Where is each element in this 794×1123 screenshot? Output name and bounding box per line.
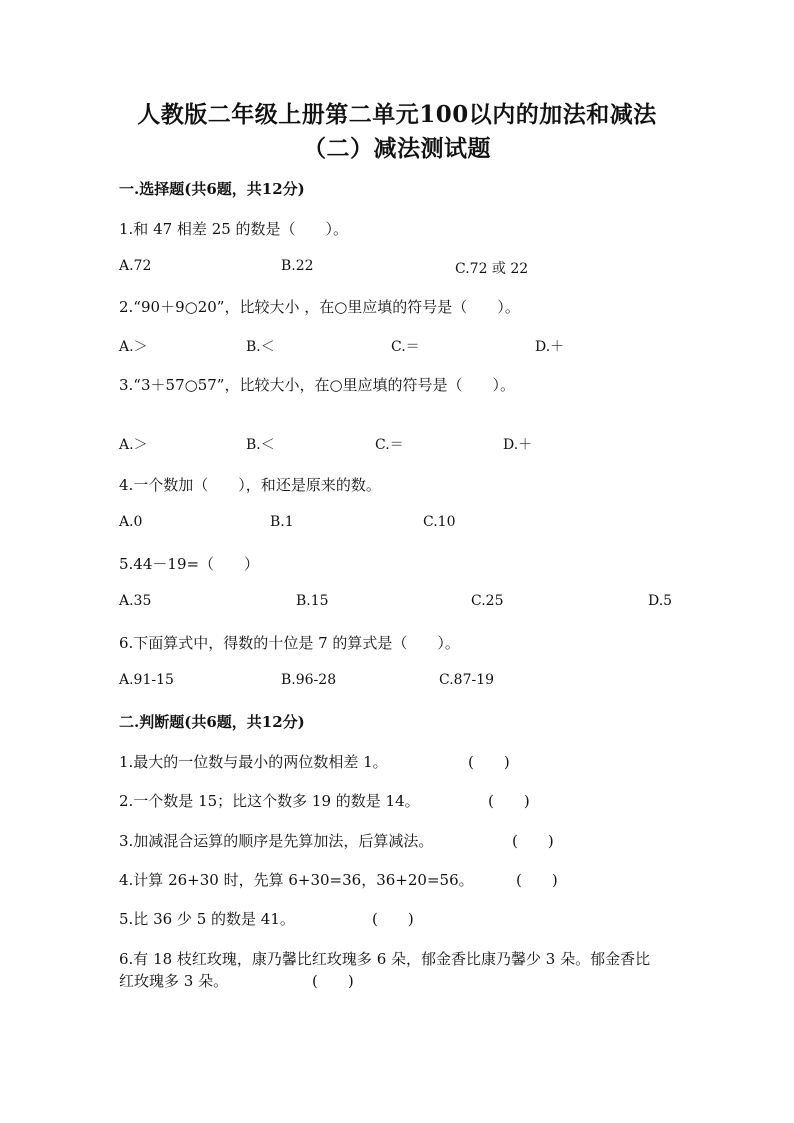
- answer-blank: ( ): [512, 832, 554, 850]
- page-title: 人教版二年级上册第二单元100以内的加法和减法: [137, 101, 657, 128]
- question-text: 5.比 36 少 5 的数是 41。: [119, 910, 295, 928]
- question-text: 2.一个数是 15；比这个数多 19 的数是 14。: [119, 792, 420, 810]
- section-heading-judgement: 二.判断题(共6题，共12分): [119, 713, 305, 731]
- question-text: 1.和 47 相差 25 的数是（ ）。: [119, 220, 349, 238]
- option-d: D.5: [648, 593, 673, 609]
- question-text-continued: 红玫瑰多 3 朵。: [119, 972, 229, 990]
- option-c: C.25: [471, 593, 504, 609]
- question-text: 6.有 18 枝红玫瑰，康乃馨比红玫瑰多 6 朵，郁金香比康乃馨少 3 朵。郁金香比: [119, 950, 651, 968]
- question-text: 2.“90＋9○20”，比较大小 ，在○里应填的符号是（ ）。: [119, 298, 520, 316]
- option-b: B.＜: [246, 339, 275, 355]
- option-c: C.10: [423, 514, 456, 530]
- option-d: D.＋: [535, 339, 565, 355]
- option-a: A.0: [119, 514, 143, 530]
- option-c: C.＝: [375, 437, 404, 453]
- question-text: 1.最大的一位数与最小的两位数相差 1。: [119, 753, 388, 771]
- option-b: B.15: [296, 593, 329, 609]
- question-text: 5.44－19=（ ）: [119, 555, 260, 573]
- option-b: B.＜: [246, 437, 275, 453]
- answer-blank: ( ): [312, 972, 354, 990]
- question-text: 3.加减混合运算的顺序是先算加法，后算减法。: [119, 832, 434, 850]
- option-b: B.22: [281, 258, 314, 274]
- option-d: D.＋: [503, 437, 533, 453]
- question-text: 4.计算 26+30 时，先算 6+30=36，36+20=56。: [119, 871, 474, 889]
- option-b: B.1: [270, 514, 294, 530]
- question-text: 3.“3＋57○57”，比较大小，在○里应填的符号是（ ）。: [119, 376, 516, 394]
- option-a: A.72: [119, 258, 152, 274]
- option-a: A.91-15: [119, 672, 174, 688]
- option-c: C.72 或 22: [455, 261, 529, 277]
- option-a: A.＞: [119, 437, 148, 453]
- option-c: C.87-19: [439, 672, 495, 688]
- section-heading-choice: 一.选择题(共6题，共12分): [119, 180, 305, 198]
- question-text: 4.一个数加（ ），和还是原来的数。: [119, 476, 381, 494]
- answer-blank: ( ): [468, 753, 510, 771]
- question-text: 6.下面算式中，得数的十位是 7 的算式是（ ）。: [119, 634, 460, 652]
- option-c: C.＝: [391, 339, 420, 355]
- option-a: A.35: [119, 593, 152, 609]
- answer-blank: ( ): [488, 792, 530, 810]
- option-a: A.＞: [119, 339, 148, 355]
- page-subtitle: （二）减法测试题: [303, 135, 491, 162]
- option-b: B.96-28: [281, 672, 337, 688]
- answer-blank: ( ): [516, 871, 558, 889]
- answer-blank: ( ): [372, 910, 414, 928]
